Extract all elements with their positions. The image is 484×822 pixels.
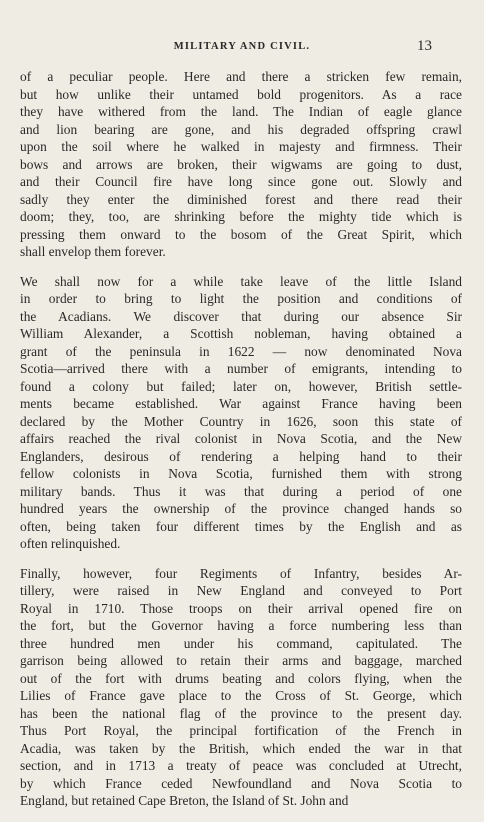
- text-line: doom; they, too, are shrinking before the mighty tide which is: [20, 209, 462, 224]
- text-line: often relinquished.: [20, 536, 121, 551]
- text-line: Acadia, was taken by the British, which ended the war in that: [20, 740, 462, 756]
- text-line: military bands. Thus it was that during a period of one: [20, 483, 462, 499]
- text-line: has been the national flag of the province to the present day.: [20, 705, 462, 721]
- text-line: three hundred men under his command, capitulated. The: [20, 635, 462, 651]
- text-line: hundred years the ownership of the province changed hands so: [20, 501, 462, 516]
- page-number: 13: [417, 38, 432, 54]
- text-line: sadly they enter the diminished forest and there read their: [20, 191, 462, 207]
- text-line: Royal in 1710. Those troops on their arrival opened fire on: [20, 600, 462, 616]
- text-line: Finally, however, four Regiments of Infantry, besides Ar-: [20, 565, 462, 581]
- text-line: upon the soil where he walked in majesty and firmness. Their: [20, 139, 462, 154]
- text-line: garrison being allowed to retain their arms and baggage, marched: [20, 653, 462, 668]
- text-line: and lion bearing are gone, and his degraded offspring crawl: [20, 121, 462, 137]
- page-header: [0, 38, 484, 58]
- text-line: Englanders, desirous of rendering a helping hand to their: [20, 448, 462, 464]
- text-line: fellow colonists in Nova Scotia, furnished them with strong: [20, 466, 462, 481]
- text-line: Scotia—arrived there with a number of emigrants, intending to: [20, 361, 462, 376]
- text-line: shall envelop them forever.: [20, 244, 166, 259]
- text-line: out of the fort with drums beating and colors flying, when the: [20, 670, 462, 686]
- text-line: England, but retained Cape Breton, the Island of St. John and: [20, 793, 349, 808]
- text-line: of a peculiar people. Here and there a stricken few remain,: [20, 69, 462, 84]
- text-line: pressing them onward to the bosom of the Great Spirit, which: [20, 226, 462, 242]
- text-line: section, and in 1713 a treaty of peace was concluded at Utrecht,: [20, 758, 462, 773]
- text-line: William Alexander, a Scottish nobleman, having obtained a: [20, 326, 462, 341]
- text-line: ments became established. War against France having been: [20, 396, 462, 411]
- paragraph-1: [20, 68, 462, 261]
- running-title: MILITARY AND CIVIL.: [173, 41, 311, 52]
- paragraph-2: [20, 273, 462, 553]
- text-line: by which France ceded Newfoundland and Nova Scotia to: [20, 775, 462, 791]
- text-line: the fort, but the Governor having a force numbering less than: [20, 618, 462, 633]
- paragraph-3: [20, 565, 462, 810]
- text-line: the Acadians. We discover that during our absence Sir: [20, 308, 462, 324]
- text-line: Thus Port Royal, the principal fortification of the French in: [20, 723, 462, 738]
- text-line: they have withered from the land. The Indian of eagle glance: [20, 104, 462, 119]
- body-text: [20, 68, 462, 822]
- text-line: affairs reached the rival colonist in Nova Scotia, and the New: [20, 431, 462, 446]
- text-line: tillery, were raised in New England and conveyed to Port: [20, 583, 462, 598]
- text-line: We shall now for a while take leave of the little Island: [20, 273, 462, 289]
- text-line: Lilies of France gave place to the Cross of St. George, which: [20, 688, 462, 703]
- text-line: but how unlike their untamed bold progenitors. As a race: [20, 86, 462, 102]
- text-line: and their Council fire have long since gone out. Slowly and: [20, 174, 462, 189]
- text-line: in order to bring to light the position and conditions of: [20, 291, 462, 306]
- text-line: declared by the Mother Country in 1626, soon this state of: [20, 413, 462, 429]
- text-line: found a colony but failed; later on, however, British settle-: [20, 378, 462, 394]
- text-line: grant of the peninsula in 1622 — now denominated Nova: [20, 343, 462, 359]
- text-line: bows and arrows are broken, their wigwams are going to dust,: [20, 156, 462, 172]
- text-line: often, being taken four different times by the English and as: [20, 518, 462, 534]
